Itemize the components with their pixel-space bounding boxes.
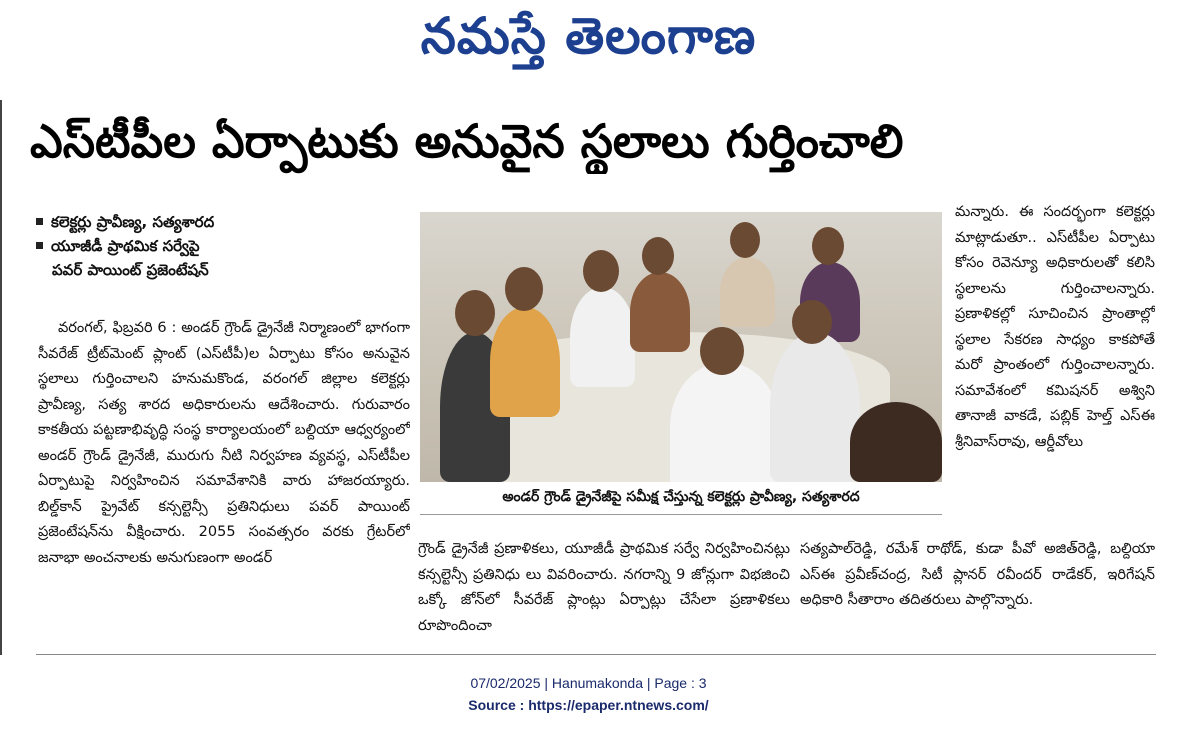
newspaper-masthead: నమస్తే తెలంగాణ [420,6,757,65]
photo-person-head [455,290,495,336]
highlight-text: కలెక్టర్లు ప్రావీణ్య, సత్యశారద [51,213,215,231]
bullet-square-icon [36,218,43,225]
photo-caption: అండర్ గ్రౌండ్ డ్రైనేజీపై సమీక్ష చేస్తున్న కలెక్టర్లు ప్రావీణ్య, సత్యశారద [420,486,942,515]
footer-date-edition-page: 07/02/2025 | Hanumakonda | Page : 3 [470,675,707,691]
photo-person [670,362,780,482]
left-margin-rule [0,100,2,655]
photo-person-head [792,300,832,344]
photo-person [720,257,775,327]
photo-person-head [700,327,744,375]
highlight-continuation: పవర్ పాయింట్ ప్రజెంటేషన్ [52,261,209,279]
article-photo [420,212,942,482]
bottom-rule [36,654,1156,655]
article-column-right: మన్నారు. ఈ సందర్భంగా కలెక్టర్లు మాట్లాడుతూ.. ఎస్‌టీపీల ఏర్పాటు కోసం రెవెన్యూ అధికారులతో కలిసి స్థలాలను గుర్తించాలన్నారు. ప్రణాళికల్లో సూచించిన ప్రాంతాల్లో స్థలాల సేకరణ సాధ్యం కాకపోతే మరో ప్రాంతంలో గుర్తించాలన్నారు. సమావేశంలో కమిషనర్ అశ్విని తానాజీ వాకడే, పబ్లిక్ హెల్త్ ఎస్‌ఈ శ్రీనివాస్‌రావు, ఆర్డీవోలు [955,204,1155,450]
photo-person-head [642,237,674,275]
photo-person [570,287,635,387]
photo-person-head [812,227,844,265]
photo-person-head [730,222,760,258]
page-footer [0,672,1177,716]
highlight-item [36,234,411,258]
footer-source-link[interactable]: Source : https://epaper.ntnews.com/ [468,697,709,713]
article-highlights [36,210,411,282]
photo-person [770,332,860,482]
photo-person [850,402,942,482]
article-column-2: గ్రౌండ్ డ్రైనేజీ ప్రణాళికలు, యూజీడీ ప్రాథమిక సర్వే నిర్వహించినట్లు కన్సల్టెన్సీ ప్రతినిధు లు వివరించారు. నగరాన్ని 9 జోన్లుగా విభజించి ఒక్కో జోన్‌లో సీవరేజ్ ప్లాంట్లు ఏర్పాట్లు చేసేలా ప్రణాళికలు రూపొందించా [418,541,790,634]
photo-person-head [505,267,543,311]
bullet-square-icon [36,242,43,249]
photo-person [630,272,690,352]
highlight-item [36,210,411,234]
photo-person [490,307,560,417]
article-column-3: సత్యపాల్‌రెడ్డి, రమేశ్ రాథోడ్, కుడా పీవో అజిత్‌రెడ్డి, బల్దియా ఎస్‌ఈ ప్రవీణ్‌చంద్ర, సిటీ ప్లానర్ రవీందర్ రాడేకర్, ఇరిగేషన్ అధికారి సీతారాం తదితరులు పాల్గొన్నారు. [800,541,1155,608]
photo-person-head [583,250,619,292]
highlight-text: యూజీడీ ప్రాథమిక సర్వేపై [51,237,200,255]
article-column-1: వరంగల్, ఫిబ్రవరి 6 : అండర్ గ్రౌండ్ డ్రైనేజీ నిర్మాణంలో భాగంగా సీవరేజ్ ట్రీట్‌మెంట్ ప్లాంట్ (ఎస్‌టీపీ)ల ఏర్పాటు కోసం అనువైన స్థలాలు గుర్తించాలని హనుమకొండ, వరంగల్ జిల్లాల కలెక్టర్లు ప్రావీణ్య, సత్య శారద అధికారులను ఆదేశించారు. గురువారం కాకతీయ పట్టణాభివృద్ధి సంస్థ కార్యాలయంలో బల్దియా ఆధ్వర్యంలో అండర్ గ్రౌండ్ డ్రైనేజీ, మురుగు నీటి నిర్వహణ వ్యవస్థ, ఎస్‌టీపీల ఏర్పాటుపై నిర్వహించిన సమావేశానికి వారు హాజరయ్యారు. బిల్డ్‌కాన్ ప్రైవేట్ కన్సల్టెన్సీ ప్రతినిధులు పవర్ పాయింట్ ప్రజెంటేషన్‌ను వీక్షించారు. 2055 సంవత్సరం వరకు గ్రేటర్‌లో జనాభా అంచనాలకు అనుగుణంగా అండర్ [38,320,410,566]
article-headline: ఎస్‌టీపీల ఏర్పాటుకు అనువైన స్థలాలు గుర్తించాలి [30,114,904,168]
